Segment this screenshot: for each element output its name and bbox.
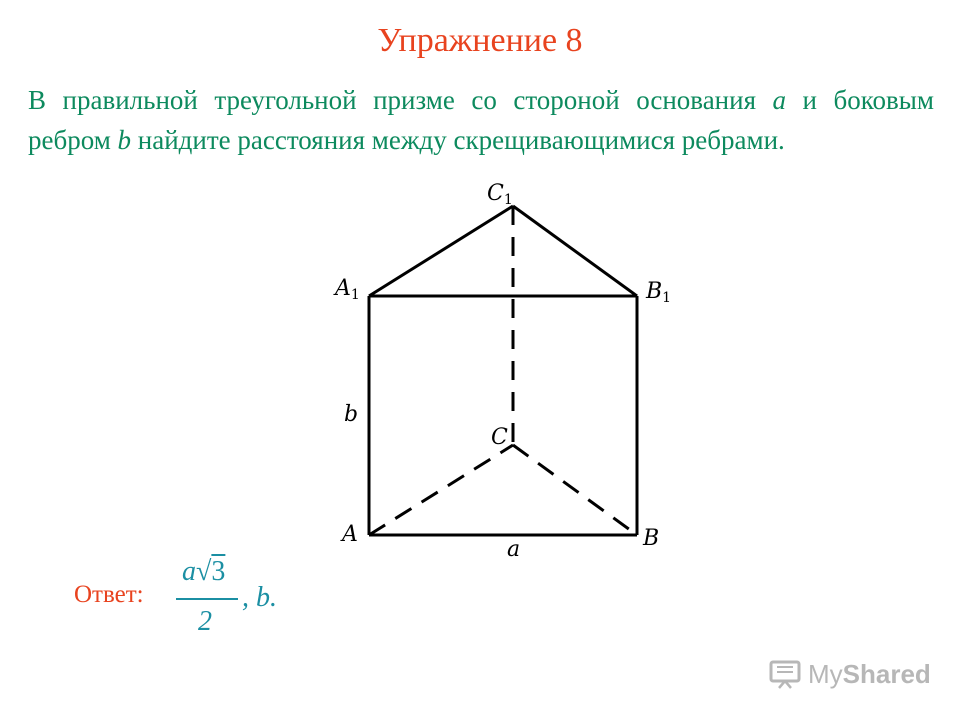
fraction-denominator: 2 [198,606,212,637]
vertex-label-A: A [342,522,358,547]
presentation-board-icon [768,659,802,689]
logo-text: MyShared [808,658,931,689]
edge-A1-C1 [369,206,513,296]
edge-A-C-hidden [369,445,513,535]
edge-label-a: a [507,537,521,562]
edge-label-b: b [344,402,359,427]
problem-text-part3: найдите расстояния между скрещивающимися ребрами. [131,125,785,155]
slide-title: Упражнение 8 [377,22,583,59]
sqrt-icon: √ [196,556,212,587]
vertex-label-C1: C1 [487,181,513,208]
problem-var-b: b [117,125,132,155]
answer-label: Ответ: [74,581,144,608]
vertex-label-A1: A1 [335,276,360,303]
answer-suffix: , b. [242,582,277,613]
problem-text-part1: В правильной треугольной призме со стороной основания [28,85,773,115]
vertex-label-B: B [643,526,660,551]
numerator-var: a [182,556,196,587]
edge-C1-B1 [513,206,637,296]
problem-var-a: a [772,85,787,115]
sqrt-radicand: 3 [211,556,226,587]
edge-C-B-hidden [513,445,637,535]
vertex-label-B1: B1 [646,279,672,306]
fraction-bar [176,598,238,600]
problem-text-part2: и боковым ребром [28,85,934,155]
fraction-numerator [182,556,225,588]
myshared-logo [768,656,931,692]
vertex-label-C: C [491,425,508,450]
